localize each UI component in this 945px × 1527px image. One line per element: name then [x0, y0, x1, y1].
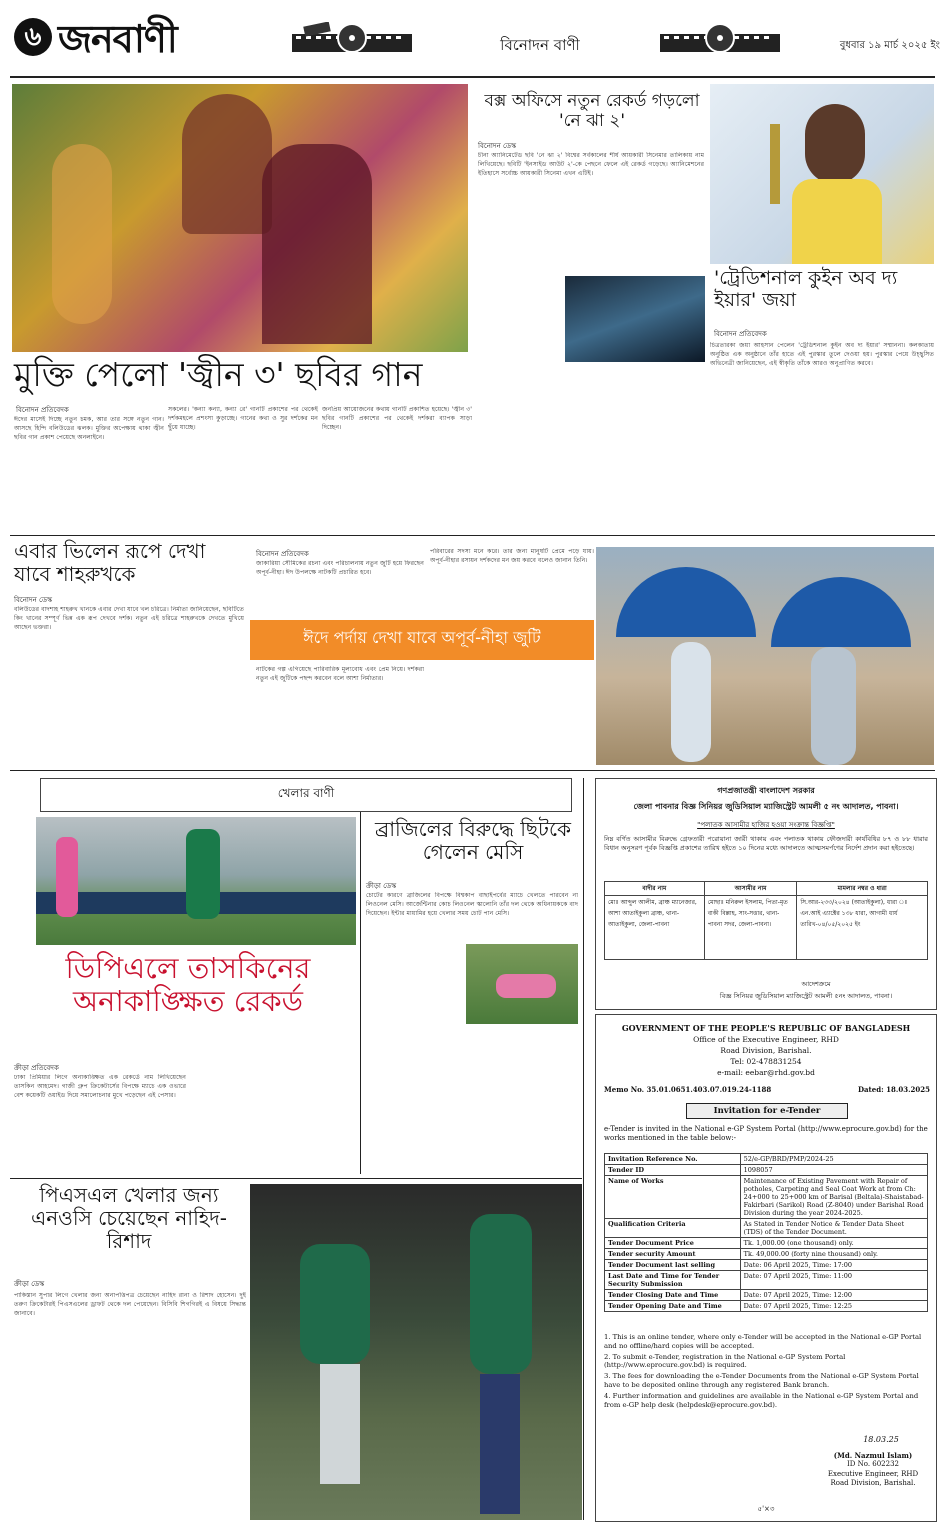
sports-section-header: খেলার বাণী [40, 778, 572, 812]
shahrukh-headline: এবার ভিলেন রূপে দেখা যাবে শাহরুখকে [14, 539, 206, 586]
tender-h2: Office of the Executive Engineer, RHD [693, 1035, 839, 1044]
ad-code: ৫'×৩ [757, 1505, 775, 1513]
tender-row-value: 1098057 [740, 1165, 927, 1176]
tender-row-value: Date: 06 April 2025, Time: 17:00 [740, 1260, 927, 1271]
taskin-photo [36, 817, 356, 945]
joya-headline: 'ট্রেডিশনাল কুইন অব দ্য ইয়ার' জয়া [714, 267, 898, 311]
jinn3-photo [12, 84, 468, 352]
jinn3-headline: মুক্তি পেলো 'জ্বীন ৩' ছবির গান [14, 355, 423, 394]
tender-row-value: Maintenance of Existing Pavement with Repair of potholes, Carpeting and Seal Coat Work at from Ch: 24+000 to 25+000 km of Barisal (Beltala)-Shaistabad-Fakirbari (Sarikol) Road (Z-8040) under Barishal Road Division during the year 2024-2025. [740, 1176, 927, 1219]
court-sig: বিজ্ঞ সিনিয়র জুডিসিয়াল ম্যাজিস্ট্রেট আমলী ৫নং আদালত, পাবনা। [719, 992, 893, 1000]
court-name: জেলা পাবনার বিজ্ঞ সিনিয়র জুডিসিয়াল ম্যাজিস্ট্রেট আমলী ৫ নং আদালত, পাবনা। [633, 802, 899, 811]
tender-row [605, 1238, 928, 1249]
tender-tel: Tel: 02-478831254 [730, 1057, 802, 1066]
court-gov: গণপ্রজাতন্ত্রী বাংলাদেশ সরকার [717, 786, 815, 795]
tender-row-label: Tender ID [605, 1165, 741, 1176]
tender-note: 3. The fees for downloading the e-Tender Documents from the National e-GP System Portal have to be deposited online through any registered Bank branch. [604, 1372, 919, 1390]
tender-row [605, 1249, 928, 1260]
tender-note: 1. This is an online tender, where only e-Tender will be accepted in the National e-GP Portal and no offline/hard copies will be accepted. [604, 1333, 922, 1350]
tender-row [605, 1176, 928, 1219]
film-reel-icon [650, 22, 790, 60]
tender-row-label: Last Date and Time for Tender Security Submission [605, 1271, 741, 1290]
nahid-rishad-headline: পিএসএল খেলার জন্য এনওসি চেয়েছেন নাহিদ-রিশাদ [30, 1183, 228, 1253]
tender-table [604, 1153, 928, 1312]
tender-row-value: As Stated in Tender Notice & Tender Data Sheet (TDS) of the Tender Document. [740, 1219, 927, 1238]
court-body: নিম্ন বর্ণিত আসামীর বিরুদ্ধে গ্রেফতারী পরোয়ানা জারী থাকায় এবং পলাতক থাকায় ফৌজদারী কার্যবিধির ৮৭ ও ৮৮ ধারার বিধান অনুসরণ পূর্বক বিজ্ঞপ্তি প্রকাশের তারিখ হইতে ১০ দিনের মধ্যে আদালতে আত্মসমর্পণের নির্দেশ প্রদান করা হইতেছে। [604, 835, 928, 853]
shahrukh-body: বলিউডের বাদশাহ শাহরুখ খানকে এবার দেখা যাবে খল চরিত্রে। নির্মাতা জানিয়েছেন, ছবিটিতে কিং খানের সম্পূর্ণ ভিন্ন এক রূপ দেখবে দর্শক। নতুন এই চরিত্রে শাহরুখকে দেখতে মুখিয়ে আছেন ভক্তরা। [14, 606, 244, 631]
tender-intro: e-Tender is invited in the National e-GP System Portal (http://www.eprocure.gov.bd) for the works mentioned in the table below:- [604, 1125, 928, 1143]
tender-row [605, 1154, 928, 1165]
apurba-headline: ঈদে পর্দায় দেখা যাবে অপূর্ব-নীহা জুটি [303, 628, 541, 647]
court-subject: "পলাতক আসামীর হাজির হওয়া সংক্রান্ত বিজ্ঞপ্তি" [697, 821, 835, 829]
tender-row-label: Tender Opening Date and Time [605, 1301, 741, 1312]
tender-email: e-mail: eebar@rhd.gov.bd [717, 1068, 815, 1077]
tender-signature-date: 18.03.25 [863, 1435, 899, 1444]
court-th-plaintiff: বাদীর নাম [605, 882, 705, 896]
nezha-headline: বক্স অফিসে নতুন রেকর্ড গড়লো 'নে ঝা ২' [484, 91, 700, 131]
tender-row [605, 1260, 928, 1271]
court-th-case: মামলার নম্বর ও ধারা [797, 882, 928, 896]
jinn3-col2: সকলের। 'কন্যা কন্যা, কন্যা রে' গানটি প্রকাশের পর থেকেই দর্শকমহলে প্রশংসা কুড়াচ্ছে। গানের কথা ও সুর দর্শকের মন ছুঁয়ে যাচ্ছে। [168, 406, 318, 431]
tender-title: Invitation for e-Tender [686, 1103, 848, 1119]
tender-h3: Road Division, Barishal. [720, 1046, 812, 1055]
nahid-rishad-byline: ক্রীড়া ডেস্ক [14, 1280, 45, 1288]
taskin-body: ঢাকা প্রিমিয়ার লিগে অনাকাঙ্ক্ষিত এক রেকর্ডে নাম লিখিয়েছেন তাসকিন আহমেদ। গাজী গ্রুপ ক্রিকেটার্সের বিপক্ষে ম্যাচে এক ওভারে বেশ কয়েকটি ওয়াইড দিয়ে সমালোচনার মুখে পড়েছেন এই পেসার। [14, 1074, 186, 1099]
nahid-rishad-body: পাকিস্তান সুপার লিগে খেলার জন্য অনাপত্তিপত্র চেয়েছেন নাহিদ রানা ও রিশাদ হোসেন। দুই তরুণ ক্রিকেটারই পিএসএলের ড্রাফট থেকে দল পেয়েছেন। বিসিবি শিগগিরই এ বিষয়ে সিদ্ধান্ত জানাবে। [14, 1292, 246, 1317]
messi-byline: ক্রীড়া ডেস্ক [366, 882, 397, 890]
section-title: বিনোদন বাণী [500, 36, 580, 54]
joya-byline: বিনোদন প্রতিবেদক [714, 330, 767, 338]
tender-row [605, 1290, 928, 1301]
tender-sig-name: (Md. Nazmul Islam) [833, 1451, 913, 1460]
tender-sig-id: ID No. 602232 [847, 1460, 899, 1469]
tender-memo: Memo No. 35.01.0651.403.07.019.24-1188 [604, 1085, 772, 1094]
tender-row-value: Date: 07 April 2025, Time: 11:00 [740, 1271, 927, 1290]
apurba-body-right: পরিবারের সদস্য মনে করে। তার জন্য মানুষটি প্রেমে পড়ে যায়। অপূর্ব-নীহার রসায়ন দর্শকদের মন জয় করবে বলেও জানান তিনি। [430, 548, 594, 564]
tender-row-value: Tk. 1,000.00 (one thousand) only. [740, 1238, 927, 1249]
tender-signer [816, 1451, 930, 1489]
jinn3-byline: বিনোদন প্রতিবেদক [16, 406, 69, 414]
date: বুধবার ১৯ মার্চ ২০২৫ ইং [839, 40, 940, 51]
jinn3-col3: জনপ্রিয় আয়োজনের কথায় গানটি প্রকাশিত হয়েছে। 'জ্বীন ৩' ছবির গানটি প্রকাশের পর থেকেই দর্শকরা ব্যাপক সাড়া দিচ্ছেন। [322, 406, 472, 431]
masthead [0, 0, 945, 82]
apurba-body-bottom: নাটকের গল্প এগিয়েছে পারিবারিক মূল্যবোধ এবং প্রেম নিয়ে। দর্শকরা নতুন এই জুটিকে পছন্দ করবেন বলে আশা নির্মাতার। [256, 666, 424, 682]
tender-row [605, 1165, 928, 1176]
tender-h1: GOVERNMENT OF THE PEOPLE'S REPUBLIC OF BANGLADESH [621, 1023, 911, 1033]
nezha-photo [565, 276, 705, 362]
court-td-accused: মোছাঃ মনিরুল ইসলাম, পিতা-মৃত বাকী বিল্লাহ, সাং-সত্তার, থানা-পাবনা সদর, জেলা-পাবনা। [704, 896, 797, 960]
court-sig-title: আদেশক্রমে [801, 980, 831, 988]
tender-row-label: Qualification Criteria [605, 1219, 741, 1238]
film-reel-icon [282, 22, 422, 60]
taskin-headline: ডিপিএলে তাসকিনের অনাকাঙ্ক্ষিত রেকর্ড [65, 951, 311, 1019]
tender-row-value: Date: 07 April 2025, Time: 12:00 [740, 1290, 927, 1301]
messi-body-2 [366, 944, 462, 1084]
tender-row-label: Tender Document Price [605, 1238, 741, 1249]
apurba-byline: বিনোদন প্রতিবেদক [256, 550, 309, 558]
court-td-case: সি.আর-২৩৩/২০২৪ (আতাইকুলা), ধারা ঃ এন.আই এ্যাক্টের ১৩৮ ধারা, আগামী ধার্য তারিখ-০৪/০৫/২০২৫ ইং [797, 896, 928, 960]
court-td-plaintiff: মোঃ আব্দুল আলীম, ব্রাঞ্চ ম্যানেজার, আশা আতাইকুলা ব্রাঞ্চ, থানা-আতাইকুলা, জেলা-পাবনা [605, 896, 705, 960]
logo: জনবাণী [58, 17, 177, 61]
tender-sig-title: Executive Engineer, RHD [827, 1469, 919, 1478]
shahrukh-byline: বিনোদন ডেস্ক [14, 596, 53, 604]
tender-row-value: Date: 07 April 2025, Time: 12:25 [740, 1301, 927, 1312]
messi-body-3 [366, 1086, 578, 1174]
tender-row-value: 52/e-GP/BRD/PMP/2024-25 [740, 1154, 927, 1165]
page-number: ৬ [14, 18, 52, 56]
messi-headline: ব্রাজিলের বিরুদ্ধে ছিটকে গেলেন মেসি [375, 817, 571, 864]
tender-note: 2. To submit e-Tender, registration in the National e-GP System Portal (http://www.eprocure.gov.bd) is required. [604, 1352, 846, 1370]
joya-photo [710, 84, 934, 264]
nezha-byline: বিনোদন ডেস্ক [478, 142, 517, 150]
nezha-body-cont [478, 276, 562, 366]
apurba-body-bottom2 [430, 666, 594, 762]
nezha-body: চীনা অ্যানিমেটেড ছবি 'নে ঝা ২' বিশ্বের সর্বকালের শীর্ষ আয়কারী সিনেমার তালিকায় নাম লিখিয়েছে। ছবিটি 'ইনসাইড আউট ২'-কে পেছনে ফেলে এই রেকর্ড গড়েছে। অ্যানিমেশনের ইতিহাসে সর্বোচ্চ আয়কারী সিনেমা এখন এটিই। [478, 152, 704, 177]
tender-row-label: Tender Closing Date and Time [605, 1290, 741, 1301]
messi-photo [466, 944, 578, 1024]
tender-note: 4. Further information and guidelines are available in the National e-GP System Portal and from e-GP help desk (helpdesk@eprocure.gov.bd). [604, 1391, 919, 1409]
tender-dated: Dated: 18.03.2025 [857, 1085, 930, 1094]
tender-sig-office: Road Division, Barishal. [830, 1479, 916, 1488]
messi-body: চোটের কারণে ব্রাজিলের বিপক্ষে বিশ্বকাপ বাছাইপর্বের ম্যাচে খেলতে পারবেন না লিওনেল মেসি। আর্জেন্টিনার কোচ লিওনেল স্কালোনি তাঁর দল থেকে অধিনায়ককে বাদ দিয়েছেন। ইন্টার মায়ামির হয়ে খেলার সময় চোট পান মেসি। [366, 892, 578, 917]
apurba-niha-photo [596, 547, 934, 765]
tender-notice [595, 1014, 937, 1522]
taskin-body-2 [190, 1064, 356, 1174]
tender-row-label: Tender security Amount [605, 1249, 741, 1260]
tender-row-value: Tk. 49,000.00 (forty nine thousand) only. [740, 1249, 927, 1260]
nezha-body-cont2 [478, 368, 704, 530]
jinn3-col1: ঈদের মাসেই দিচ্ছে নতুন চমক, আর তার সঙ্গে নতুন গান। আসছে হিন্দি বলিউডের ঝলক। মুক্তির অপেক্ষায় থাকা জ্বীন ছবির গান প্রকাশ পেয়েছে অনলাইনে। [14, 416, 164, 441]
nahid-rishad-photo [250, 1184, 582, 1520]
tender-row-label: Invitation Reference No. [605, 1154, 741, 1165]
tender-row [605, 1219, 928, 1238]
court-th-accused: আসামীর নাম [704, 882, 797, 896]
tender-row-label: Tender Document last selling [605, 1260, 741, 1271]
tender-row-label: Name of Works [605, 1176, 741, 1219]
joya-body: চিত্রতারকা জয়া আহসান পেলেন 'ট্রেডিশনাল কুইন অব দ্য ইয়ার' সম্মাননা। কলকাতায় অনুষ্ঠিত এক অনুষ্ঠানে তাঁর হাতে এই পুরস্কার তুলে দেওয়া হয়। পুরস্কার পেয়ে উচ্ছ্বসিত অভিনেত্রী জানিয়েছেন, এই স্বীকৃতি তাঁকে আরও অনুপ্রাণিত করবে। [710, 342, 934, 367]
tender-notes [604, 1333, 928, 1410]
taskin-byline: ক্রীড়া প্রতিবেদক [14, 1064, 59, 1072]
tender-row [605, 1271, 928, 1290]
tender-row [605, 1301, 928, 1312]
court-table [604, 881, 928, 960]
apurba-body-top: জাকারিয়া সৌমিকের রচনা এবং পরিচালনায় নতুন জুটি হয়ে ফিরছেন অপূর্ব-নীহা। ঈদ উপলক্ষে নাটকটি প্রচারিত হবে। [256, 560, 424, 576]
court-notice [595, 778, 937, 1010]
